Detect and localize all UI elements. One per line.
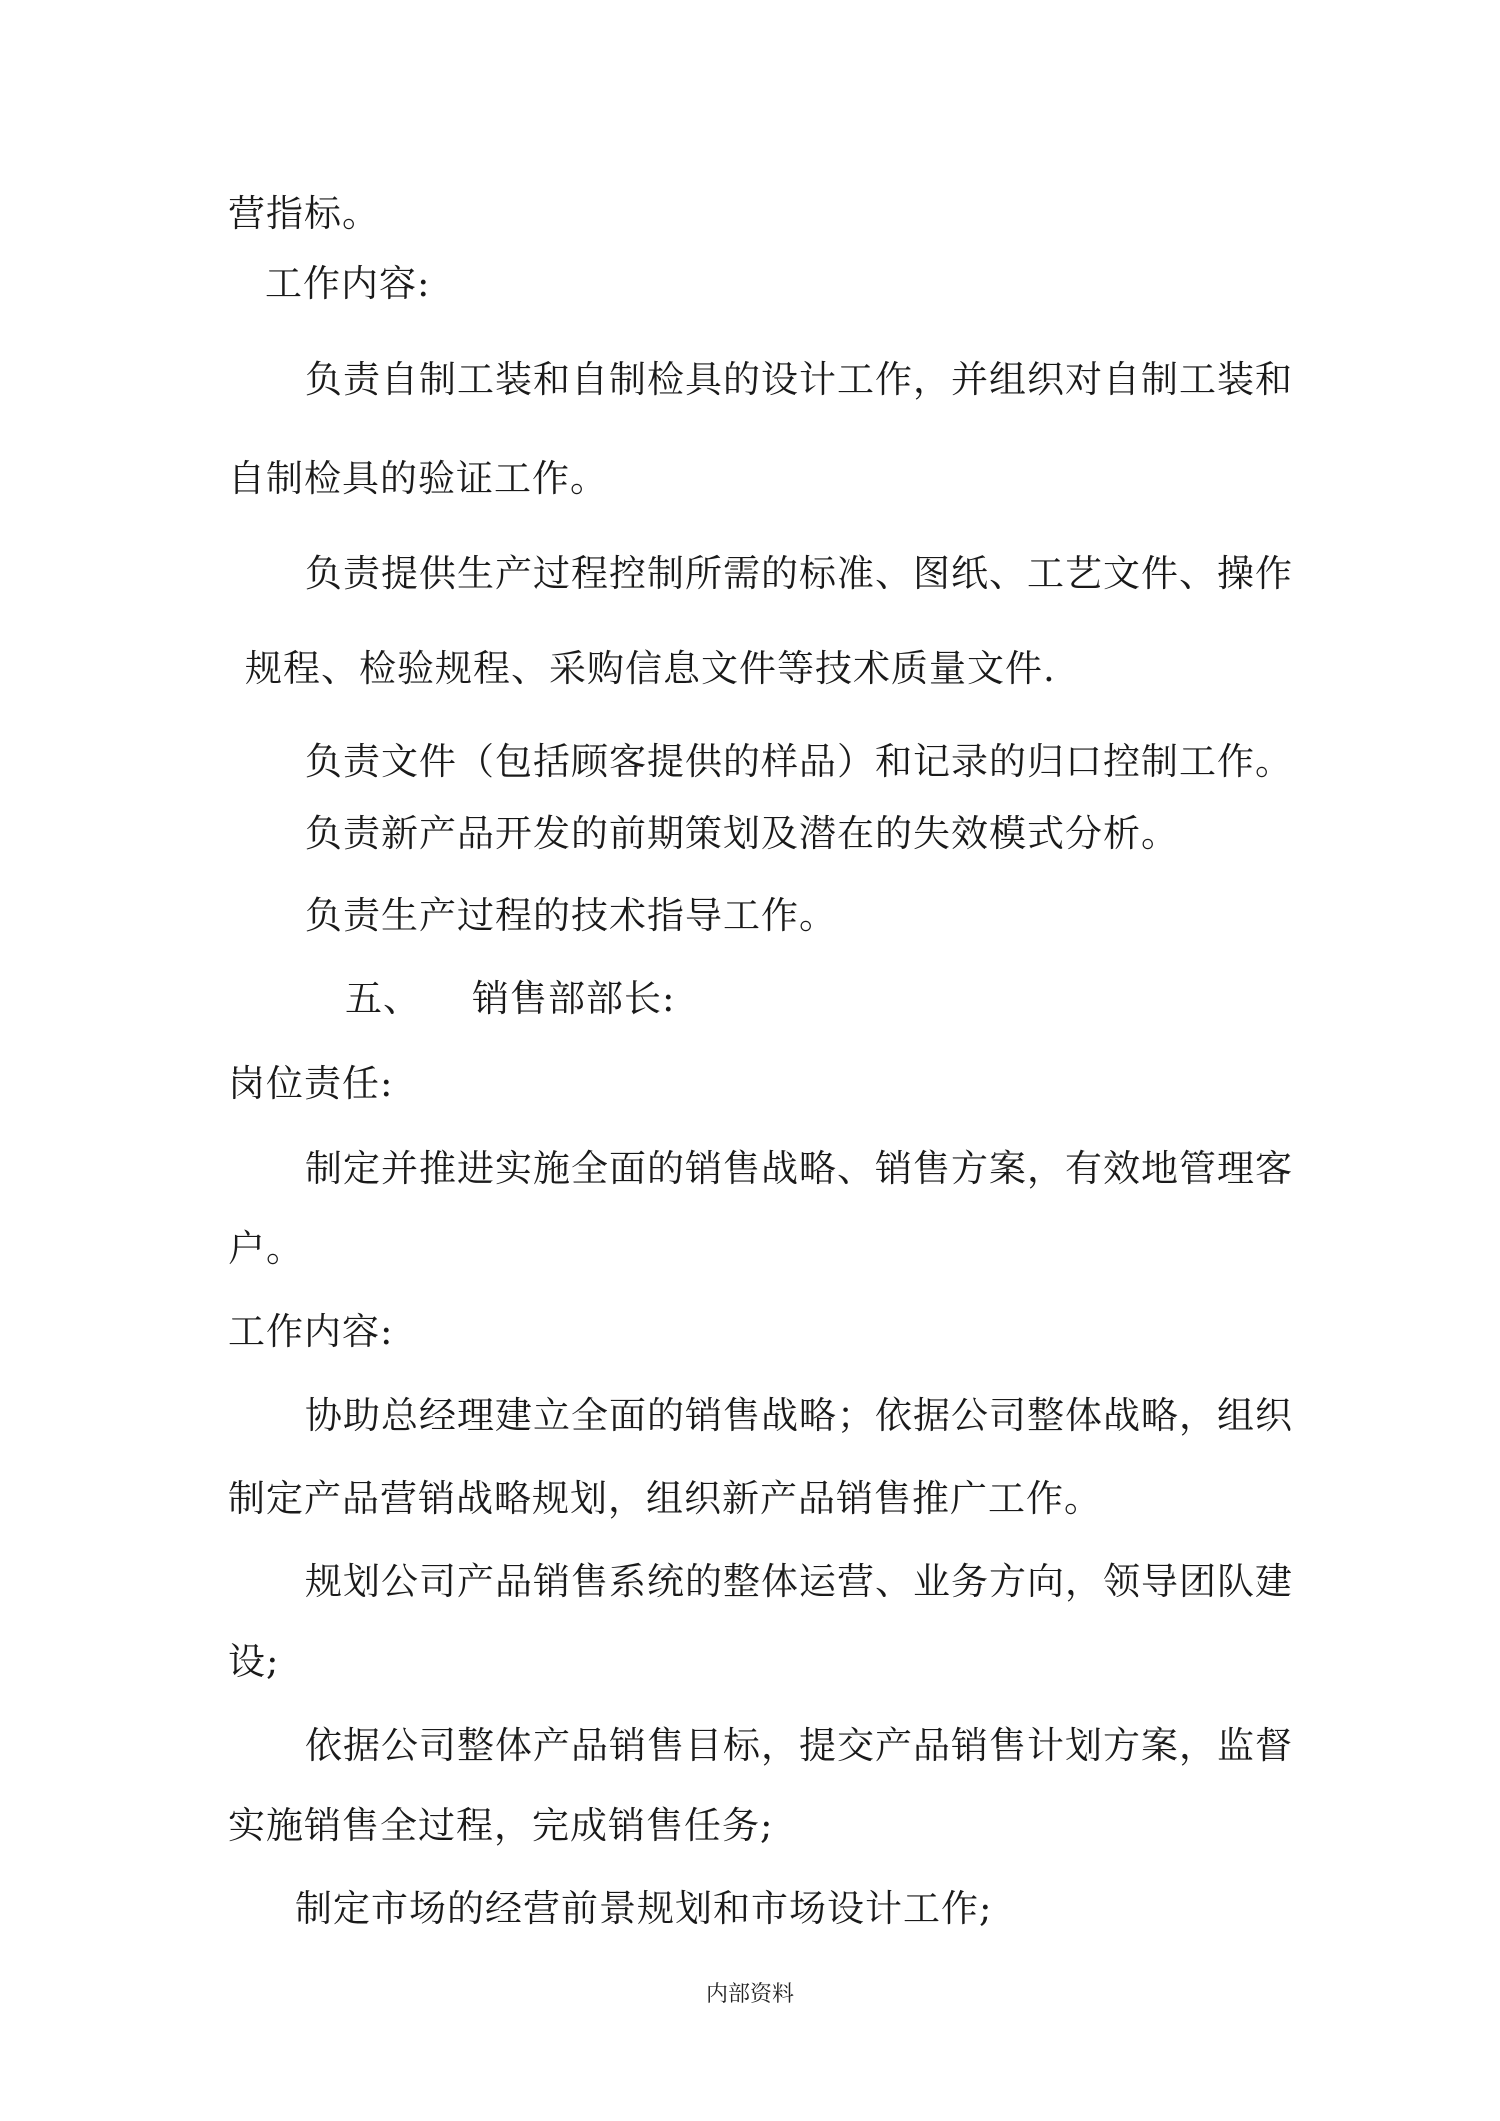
section-heading: 五、 销售部部长: — [345, 977, 676, 1020]
text-line: 依据公司整体产品销售目标，提交产品销售计划方案，监督 — [305, 1724, 1293, 1767]
text-line: 营指标。 — [228, 192, 380, 235]
text-line: 自制检具的验证工作。 — [228, 457, 608, 500]
page-footer: 内部资料 — [705, 1982, 794, 2007]
text-line: 实施销售全过程，完成销售任务; — [228, 1804, 774, 1847]
section-heading: 工作内容: — [265, 262, 431, 305]
section-heading: 工作内容: — [228, 1310, 394, 1353]
text-line: 负责生产过程的技术指导工作。 — [305, 894, 837, 937]
text-line: 户。 — [228, 1227, 304, 1270]
text-line: 负责自制工装和自制检具的设计工作，并组织对自制工装和 — [305, 358, 1293, 401]
text-line: 规程、检验规程、采购信息文件等技术质量文件. — [245, 647, 1056, 690]
section-heading: 岗位责任: — [228, 1062, 394, 1105]
text-line: 制定产品营销战略规划，组织新产品销售推广工作。 — [228, 1477, 1102, 1520]
text-line: 负责提供生产过程控制所需的标准、图纸、工艺文件、操作 — [305, 552, 1293, 595]
text-line: 制定市场的经营前景规划和市场设计工作; — [295, 1887, 993, 1930]
text-line: 负责文件（包括顾客提供的样品）和记录的归口控制工作。 — [305, 740, 1293, 783]
text-line: 设; — [228, 1640, 280, 1683]
text-line: 负责新产品开发的前期策划及潜在的失效模式分析。 — [305, 812, 1179, 855]
text-line: 协助总经理建立全面的销售战略；依据公司整体战略，组织 — [305, 1394, 1293, 1437]
text-line: 规划公司产品销售系统的整体运营、业务方向，领导团队建 — [305, 1560, 1293, 1603]
text-line: 制定并推进实施全面的销售战略、销售方案，有效地管理客 — [305, 1147, 1293, 1190]
